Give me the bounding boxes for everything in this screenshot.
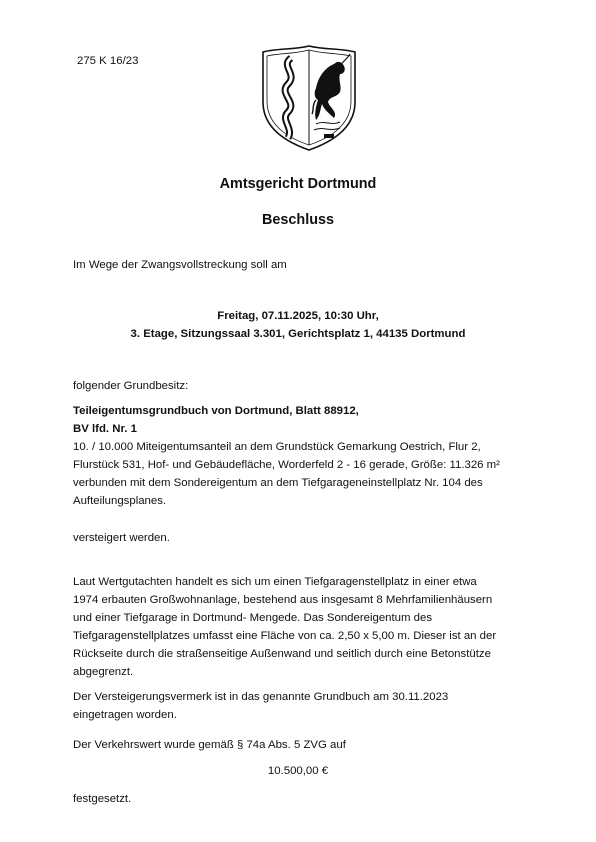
market-value-intro: Der Verkehrswert wurde gemäß § 74a Abs. 5 ZVG auf xyxy=(73,739,346,751)
bv-line: BV lfd. Nr. 1 xyxy=(73,423,137,435)
property-description xyxy=(73,438,533,510)
closing-text: festgesetzt. xyxy=(73,793,132,805)
market-value: 10.500,00 € xyxy=(267,765,329,777)
registration-line: eingetragen worden. xyxy=(73,709,177,721)
document-title: Beschluss xyxy=(262,212,334,228)
property-description-line: Aufteilungsplanes. xyxy=(73,495,167,507)
nrw-coat-of-arms-icon xyxy=(258,44,360,152)
property-description-line: Flurstück 531, Hof- und Gebäudefläche, Worderfeld 2 - 16 gerade, Größe: 11.326 m² xyxy=(73,459,500,471)
file-number: 275 K 16/23 xyxy=(77,55,139,67)
auction-phrase: versteigert werden. xyxy=(73,532,170,544)
court-name: Amtsgericht Dortmund xyxy=(219,176,377,192)
valuation-line: Tiefgaragenstellplatzes umfasst eine Fläche von ca. 2,50 x 5,00 m. Dieser ist an der xyxy=(73,630,497,642)
valuation-line: Rückseite durch die straßenseitige Außenwand und seitlich durch eine Betonstütze xyxy=(73,648,491,660)
property-description-line: 10. / 10.000 Miteigentumsanteil an dem Grundstück Gemarkung Oestrich, Flur 2, xyxy=(73,441,481,453)
registration-text xyxy=(73,688,533,724)
intro-text: Im Wege der Zwangsvollstreckung soll am xyxy=(73,259,287,271)
auction-date: Freitag, 07.11.2025, 10:30 Uhr, xyxy=(217,310,379,322)
registration-line: Der Versteigerungsvermerk ist in das genannte Grundbuch am 30.11.2023 xyxy=(73,691,449,703)
auction-location: 3. Etage, Sitzungssaal 3.301, Gerichtsplatz 1, 44135 Dortmund xyxy=(130,328,466,340)
register-line: Teileigentumsgrundbuch von Dortmund, Blatt 88912, xyxy=(73,405,359,417)
valuation-line: Laut Wertgutachten handelt es sich um einen Tiefgaragenstellplatz in einer etwa xyxy=(73,576,477,588)
valuation-line: 1974 erbauten Großwohnanlage, bestehend aus insgesamt 8 Mehrfamilienhäusern xyxy=(73,594,493,606)
property-description-line: verbunden mit dem Sondereigentum an dem Tiefgarageneinstellplatz Nr. 104 des xyxy=(73,477,483,489)
property-intro: folgender Grundbesitz: xyxy=(73,380,189,392)
valuation-line: abgegrenzt. xyxy=(73,666,134,678)
valuation-line: und einer Tiefgarage in Dortmund- Mengede. Das Sondereigentum des xyxy=(73,612,433,624)
valuation-text xyxy=(73,573,533,681)
